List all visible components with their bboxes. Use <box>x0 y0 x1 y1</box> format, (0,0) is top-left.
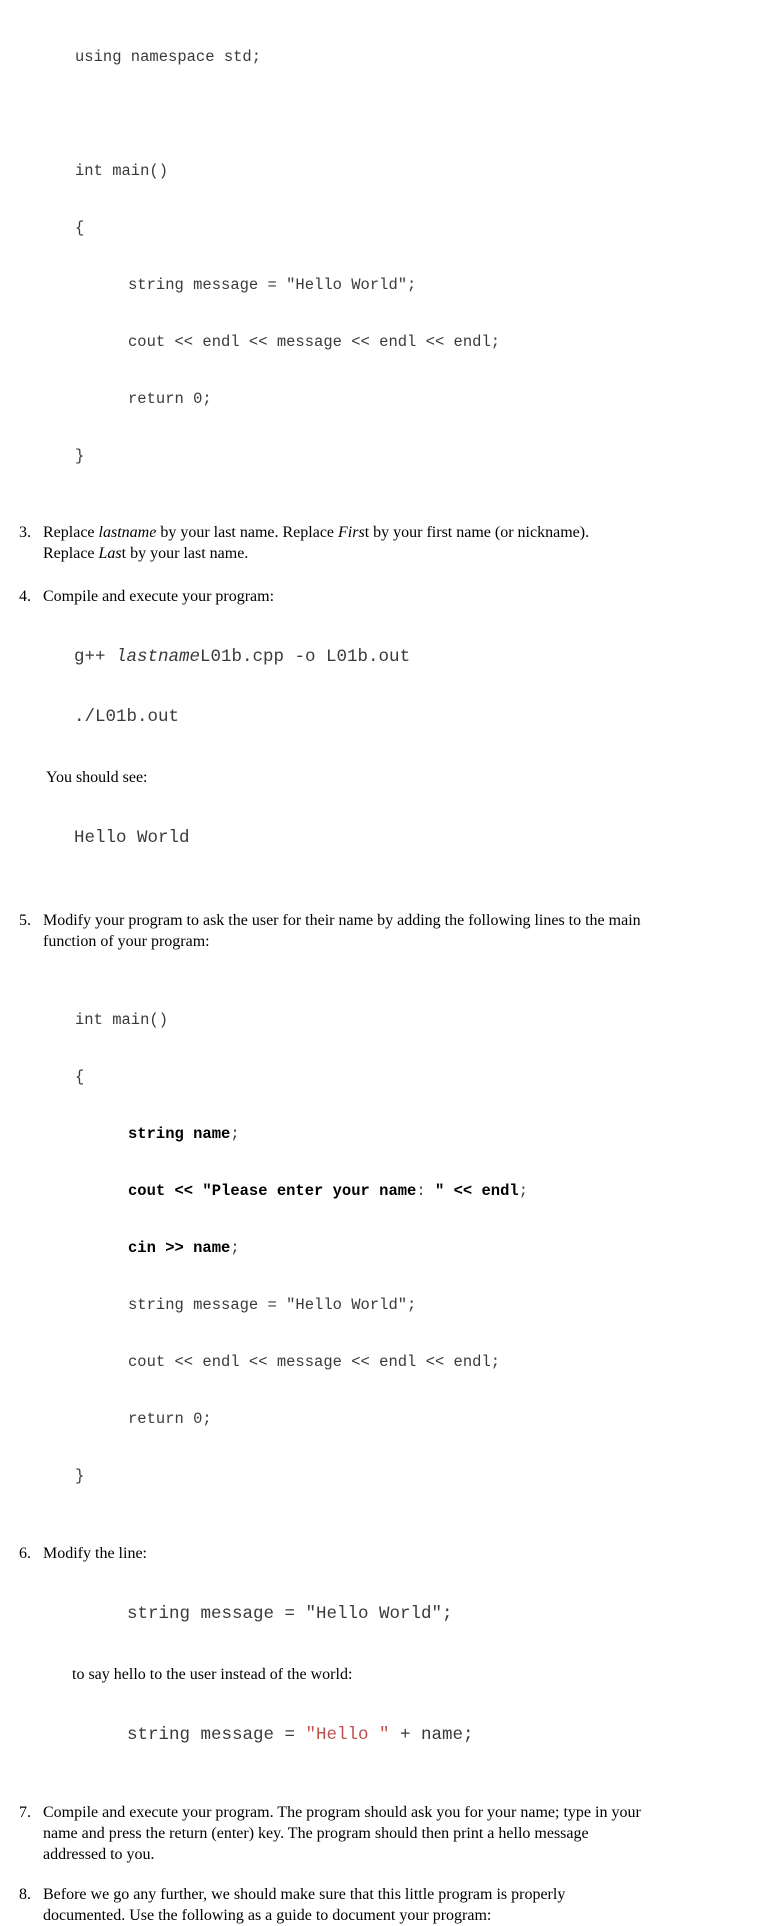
paragraph-line: Replace lastname by your last name. Replace First by your first name (or nickname). <box>43 524 590 541</box>
paragraph-line: function of your program: <box>43 933 210 950</box>
paragraph-line: name and press the return (enter) key. The program should then print a hello message <box>43 1825 589 1842</box>
code-line: } <box>75 447 85 465</box>
code-line: cout << endl << message << endl << endl; <box>128 1353 501 1371</box>
code-line: { <box>75 219 85 237</box>
code-line: cout << "Please enter your name: " << endl; <box>128 1182 528 1200</box>
paragraph-line: addressed to you. <box>43 1846 155 1863</box>
item-number: 7. <box>19 1804 31 1821</box>
compile-command: g++ lastnameL01b.cpp -o L01b.out <box>74 647 411 667</box>
program-output: Hello World <box>74 828 190 848</box>
code-line: return 0; <box>128 1410 212 1428</box>
code-line-with-red-string: string message = "Hello " + name; <box>127 1725 474 1745</box>
paragraph-line: to say hello to the user instead of the world: <box>72 1666 353 1683</box>
list-item-6 <box>0 1543 765 1785</box>
list-item-5 <box>0 910 765 1524</box>
list-item-8 <box>0 1884 765 1926</box>
paragraph-line: Modify the line: <box>43 1545 147 1562</box>
code-line: string name; <box>128 1125 240 1143</box>
code-line: int main() <box>75 162 169 180</box>
paragraph-line: Compile and execute your program: <box>43 588 275 605</box>
modified-code-block <box>75 973 765 1524</box>
list-item-3 <box>0 522 765 564</box>
code-line: { <box>75 1068 85 1086</box>
run-command: ./L01b.out <box>74 707 180 727</box>
paragraph-line: Replace Last by your last name. <box>43 545 249 562</box>
paragraph-line: Before we go any further, we should make sure that this little program is properly <box>43 1886 566 1903</box>
item-number: 6. <box>19 1545 31 1562</box>
list-item-4 <box>0 586 765 888</box>
paragraph-line: Compile and execute your program. The program should ask you for your name; type in your <box>43 1804 641 1821</box>
item-number: 4. <box>19 588 31 605</box>
code-line: cin >> name; <box>128 1239 240 1257</box>
item-number: 5. <box>19 912 31 929</box>
code-line: cout << endl << message << endl << endl; <box>128 333 501 351</box>
code-blank-line <box>75 105 765 124</box>
code-line: } <box>75 1467 85 1485</box>
paragraph-line: documented. Use the following as a guide to document your program: <box>43 1907 492 1924</box>
code-line: return 0; <box>128 390 212 408</box>
item-number: 3. <box>19 524 31 541</box>
code-line: int main() <box>75 1011 169 1029</box>
code-line: using namespace std; <box>75 48 262 66</box>
list-item-7 <box>0 1802 765 1865</box>
code-line: string message = "Hello World"; <box>128 1296 417 1314</box>
code-line: string message = "Hello World"; <box>128 276 417 294</box>
paragraph-line: You should see: <box>46 769 148 786</box>
item-number: 8. <box>19 1886 31 1903</box>
paragraph-line: Modify your program to ask the user for their name by adding the following lines to the main <box>43 912 641 929</box>
intro-code-block <box>75 10 765 504</box>
code-line: string message = "Hello World"; <box>127 1604 453 1624</box>
